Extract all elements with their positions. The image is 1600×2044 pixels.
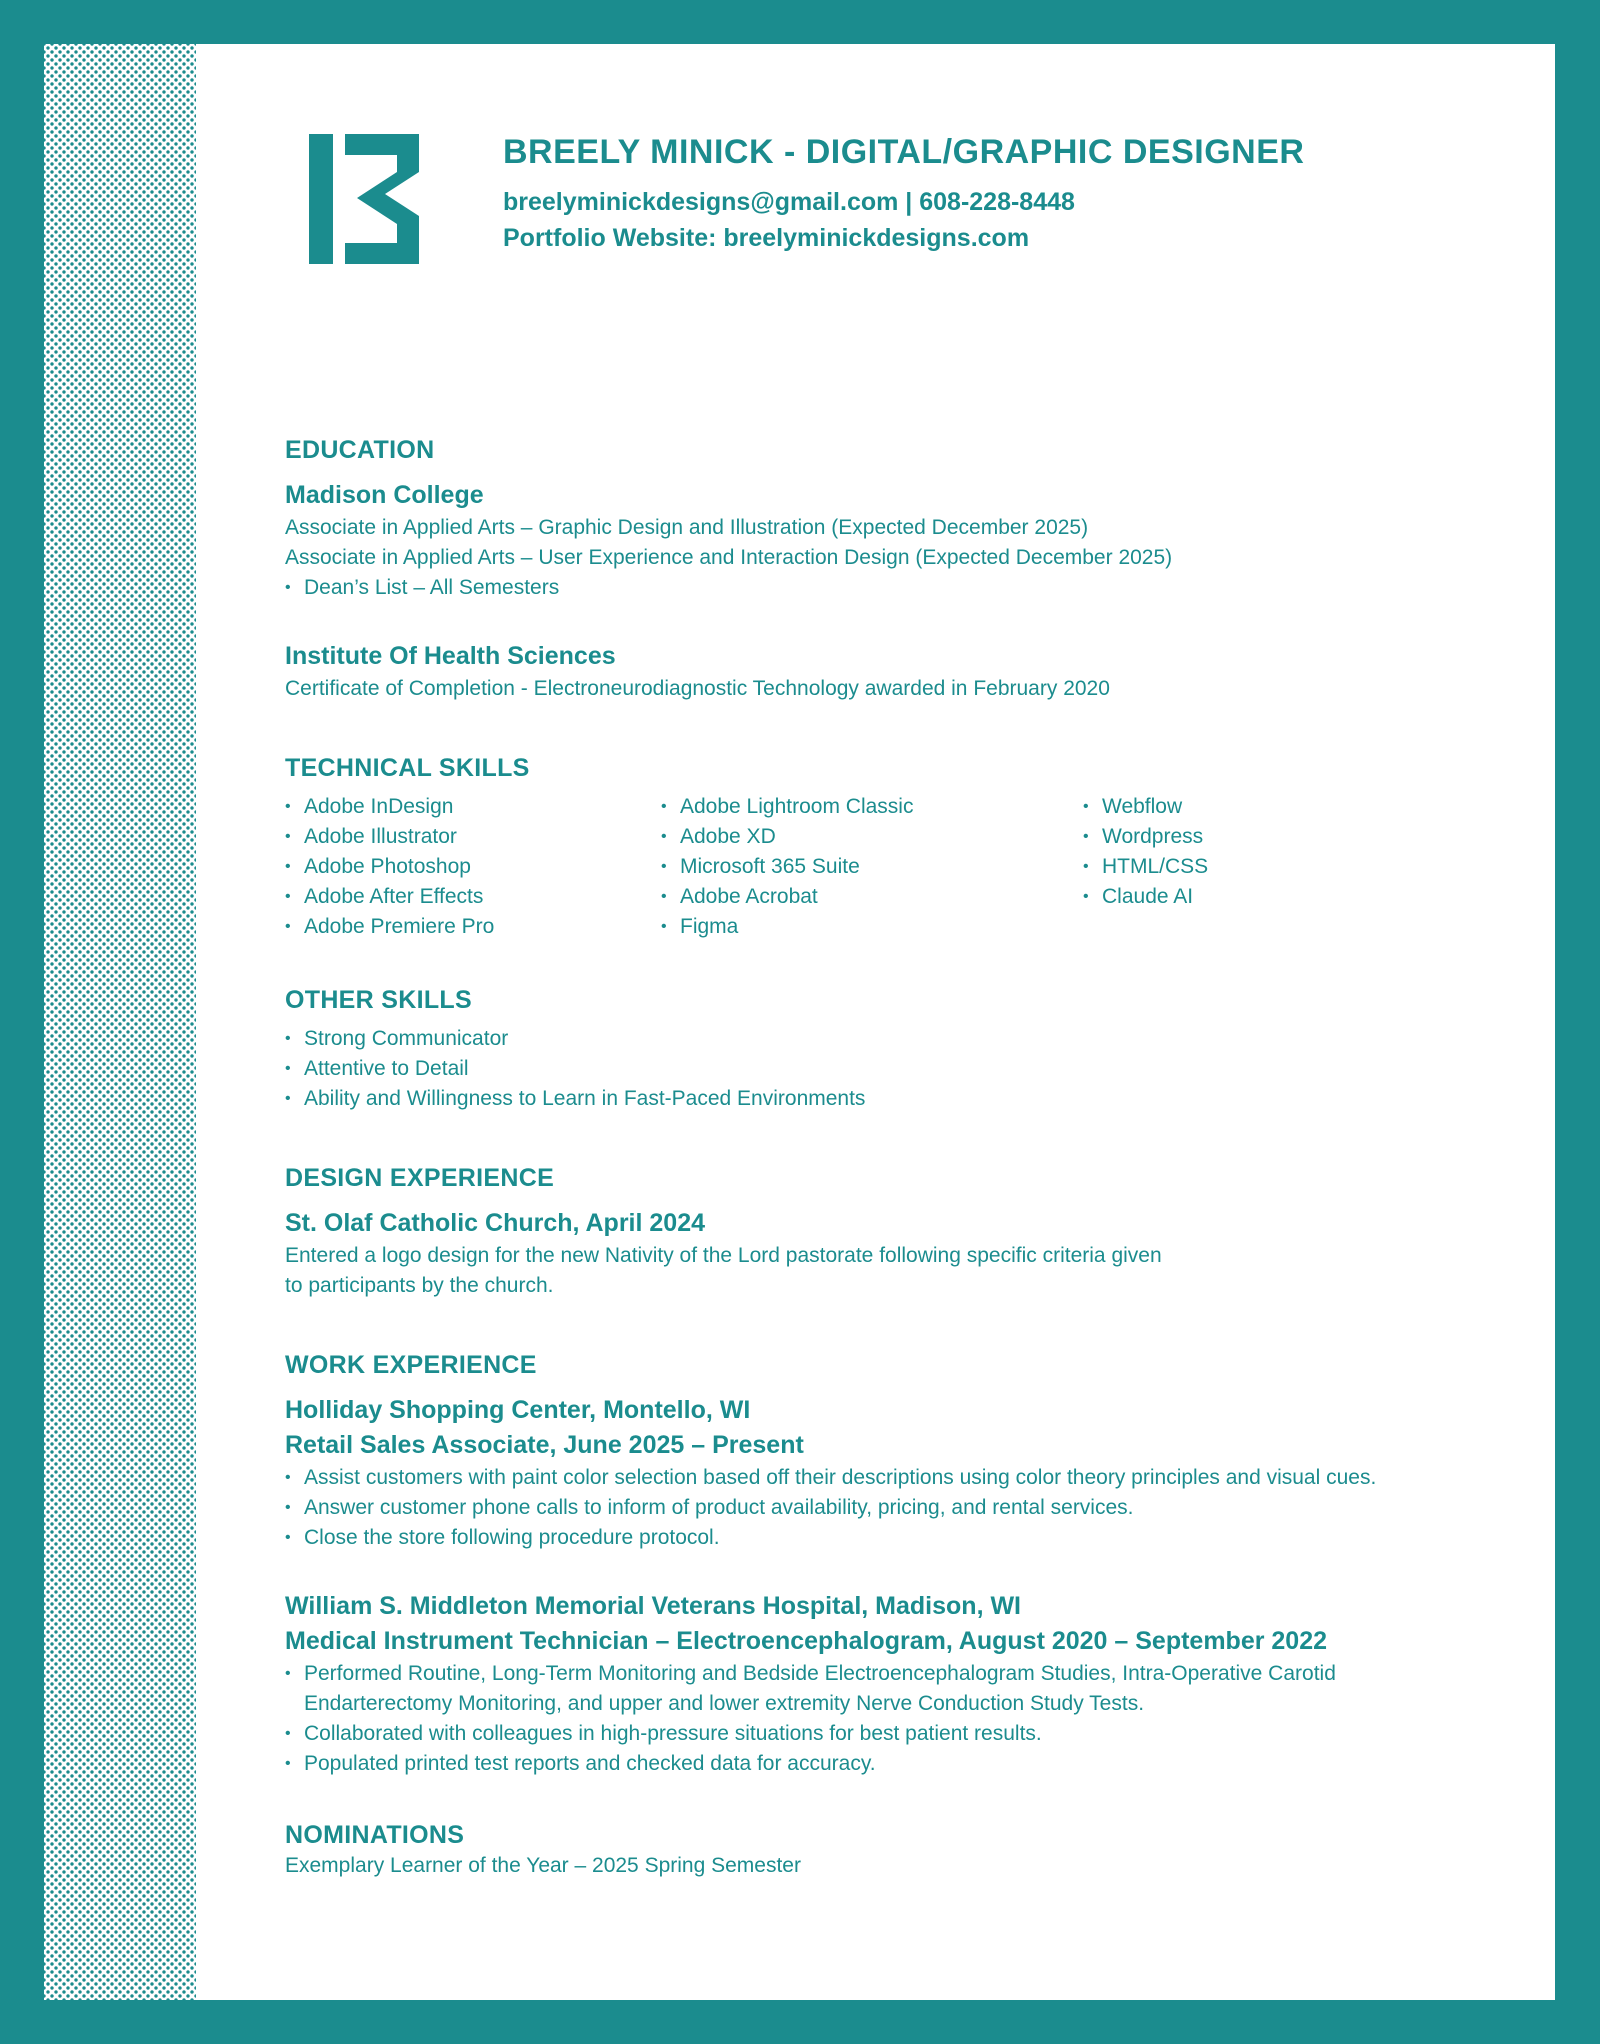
page-title: BREELY MINICK - DIGITAL/GRAPHIC DESIGNER — [503, 133, 1305, 171]
design-experience-heading: DESIGN EXPERIENCE — [285, 1164, 555, 1192]
technical-skills-columns — [285, 792, 1485, 942]
school-name: Madison College — [285, 481, 484, 509]
list-item: • Claude AI — [1083, 882, 1383, 912]
list-item: • Adobe Lightroom Classic — [661, 792, 1083, 822]
list-item: • Webflow — [1083, 792, 1383, 822]
list-item: • Adobe Acrobat — [661, 882, 1083, 912]
school-name: Institute Of Health Sciences — [285, 642, 616, 670]
list-item: • Adobe Photoshop — [285, 852, 661, 882]
list-item: • Adobe Illustrator — [285, 822, 661, 852]
job-role: Medical Instrument Technician – Electroencephalogram, August 2020 – September 2022 — [285, 1627, 1328, 1655]
certificate-line: Certificate of Completion - Electroneurodiagnostic Technology awarded in February 2020 — [285, 677, 1110, 700]
employer-name: William S. Middleton Memorial Veterans Hospital, Madison, WI — [285, 1592, 1021, 1620]
job-bullets — [285, 1659, 1435, 1779]
employer-name: Holliday Shopping Center, Montello, WI — [285, 1396, 751, 1424]
list-item: • Close the store following procedure protocol. — [285, 1523, 1435, 1553]
list-item: • Ability and Willingness to Learn in Fast-Paced Environments — [285, 1084, 1485, 1114]
resume-page — [44, 44, 1555, 2000]
skills-column-1 — [285, 792, 661, 942]
design-entry-title: St. Olaf Catholic Church, April 2024 — [285, 1209, 705, 1237]
degree-line: Associate in Applied Arts – Graphic Design and Illustration (Expected December 2025) — [285, 516, 1089, 539]
technical-skills-heading: TECHNICAL SKILLS — [285, 754, 530, 782]
list-item: • Strong Communicator — [285, 1024, 1485, 1054]
job-role: Retail Sales Associate, June 2025 – Present — [285, 1431, 804, 1459]
list-item: • Adobe InDesign — [285, 792, 661, 822]
list-item: • Wordpress — [1083, 822, 1383, 852]
skills-column-3 — [1083, 792, 1383, 942]
contact-line: breelyminickdesigns@gmail.com | 608-228-8448 — [503, 188, 1075, 216]
list-item: • Microsoft 365 Suite — [661, 852, 1083, 882]
other-skills-list — [285, 1024, 1485, 1114]
list-item: • Figma — [661, 912, 1083, 942]
resume-content — [285, 394, 1485, 1881]
education-bullets — [285, 573, 1485, 603]
other-skills-heading: OTHER SKILLS — [285, 986, 472, 1014]
design-entry-line: to participants by the church. — [285, 1274, 554, 1297]
nominations-heading: NOMINATIONS — [285, 1821, 465, 1849]
list-item: • Adobe Premiere Pro — [285, 912, 661, 942]
list-item: • Answer customer phone calls to inform of product availability, pricing, and rental services. — [285, 1493, 1435, 1523]
list-item: • Collaborated with colleagues in high-pressure situations for best patient results. — [285, 1719, 1435, 1749]
list-item: • Attentive to Detail — [285, 1054, 1485, 1084]
skills-column-2 — [661, 792, 1083, 942]
list-item: • Adobe After Effects — [285, 882, 661, 912]
list-item: • Performed Routine, Long-Term Monitoring and Bedside Electroencephalogram Studies, Intra-Operative Carotid Endarterectomy Monitoring, and upper and lower extremity Nerve Conduction Study Tests. — [285, 1659, 1435, 1719]
list-item: • Adobe XD — [661, 822, 1083, 852]
list-item: • Populated printed test reports and checked data for accuracy. — [285, 1749, 1435, 1779]
design-entry-line: Entered a logo design for the new Nativity of the Lord pastorate following specific criteria given — [285, 1244, 1162, 1267]
header — [503, 132, 1304, 256]
list-item: • Assist customers with paint color selection based off their descriptions using color theory principles and visual cues. — [285, 1463, 1435, 1493]
nomination-line: Exemplary Learner of the Year – 2025 Spring Semester — [285, 1854, 801, 1877]
degree-line: Associate in Applied Arts – User Experience and Interaction Design (Expected December 2025) — [285, 546, 1173, 569]
list-item: • Dean’s List – All Semesters — [285, 573, 1485, 603]
dot-pattern-sidebar — [44, 44, 196, 2000]
work-experience-heading: WORK EXPERIENCE — [285, 1351, 537, 1379]
portfolio-line: Portfolio Website: breelyminickdesigns.com — [503, 224, 1030, 252]
education-heading: EDUCATION — [285, 436, 435, 464]
list-item: • HTML/CSS — [1083, 852, 1383, 882]
bm-monogram-icon — [309, 134, 419, 264]
job-bullets — [285, 1463, 1435, 1553]
